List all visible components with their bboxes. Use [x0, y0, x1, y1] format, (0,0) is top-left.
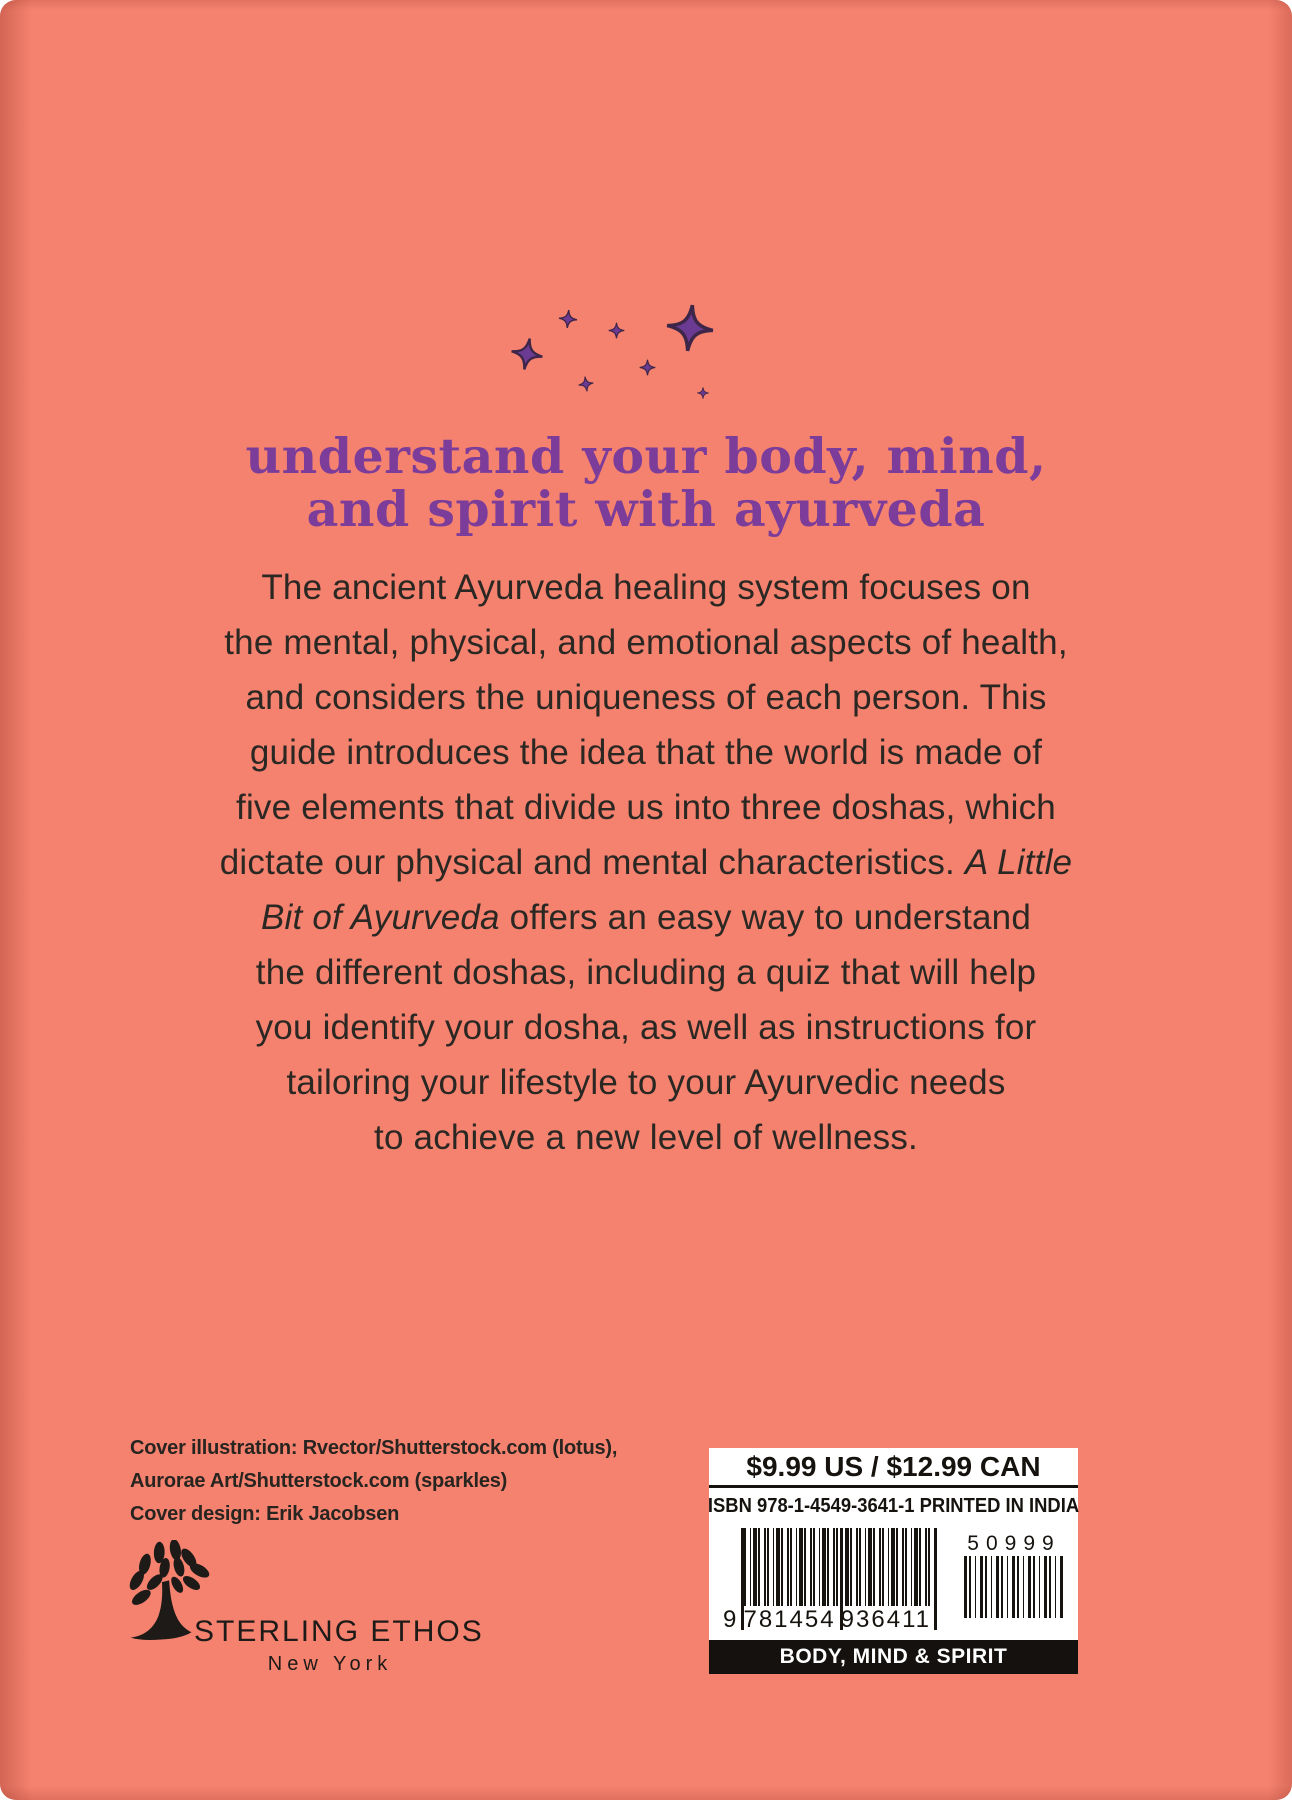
ean-barcode — [723, 1528, 939, 1634]
body-line: five elements that divide us into three doshas, which — [236, 788, 1056, 827]
body-line: and considers the uniqueness of each person. This — [245, 678, 1047, 717]
credits-block — [130, 1432, 617, 1531]
barcode-panel — [709, 1448, 1078, 1674]
sparkle-4point-icon — [576, 374, 596, 394]
barcode-bars-icon — [741, 1528, 937, 1606]
sparkle-4point-icon — [638, 358, 657, 377]
sparkle-4point-icon — [607, 321, 626, 340]
ean-group1: 781454 — [743, 1606, 836, 1633]
supplement-bars-icon — [964, 1556, 1064, 1618]
tagline-line1: understand your body, mind, — [245, 427, 1047, 485]
body-line: Bit of Ayurveda offers an easy way to understand — [260, 898, 1032, 937]
cover-edge-shading — [0, 0, 1292, 10]
category-strip: BODY, MIND & SPIRIT — [709, 1640, 1078, 1674]
supplemental-barcode — [964, 1532, 1064, 1618]
body-line: dictate our physical and mental characteristics. A Little — [219, 843, 1073, 882]
publisher-name: STERLING ETHOS — [194, 1615, 484, 1648]
tagline-line2: and spirit with ayurveda — [306, 480, 986, 538]
barcode-zone — [709, 1524, 1078, 1640]
cover-edge-shading — [0, 1786, 1292, 1800]
price-label: $9.99 US / $12.99 CAN — [709, 1448, 1078, 1488]
publisher-city: New York — [267, 1653, 393, 1675]
ean-digits — [723, 1606, 931, 1634]
sparkle-4point-icon — [556, 307, 580, 331]
tagline-heading — [0, 427, 1292, 538]
credit-line-design: Cover design: Erik Jacobsen — [130, 1503, 400, 1525]
credit-line-illustration: Cover illustration: Rvector/Shutterstock.com (lotus), — [130, 1437, 618, 1459]
body-line: tailoring your lifestyle to your Ayurvedic needs — [286, 1063, 1006, 1102]
cover-edge-shading — [0, 0, 32, 1800]
body-line: The ancient Ayurveda healing system focuses on — [261, 568, 1031, 607]
body-line: guide introduces the idea that the world is made of — [249, 733, 1043, 772]
sparkle-4point-icon — [659, 297, 721, 359]
body-text — [56, 560, 1236, 1165]
guard-bar-icon — [934, 1528, 937, 1630]
ean-group2: 936411 — [840, 1606, 931, 1633]
body-line: the different doshas, including a quiz that will help — [255, 953, 1037, 992]
sparkle-4point-icon — [505, 332, 549, 376]
supplement-digits: 50999 — [967, 1532, 1061, 1555]
body-line: to achieve a new level of wellness. — [374, 1118, 918, 1157]
cover-edge-shading — [1268, 0, 1292, 1800]
credit-line-sparkles: Aurorae Art/Shutterstock.com (sparkles) — [130, 1470, 508, 1492]
ean-prefix: 9 — [723, 1606, 739, 1633]
sparkle-4point-icon — [696, 386, 710, 400]
isbn-label: ISBN 978-1-4549-3641-1 PRINTED IN INDIA — [707, 1494, 1080, 1517]
body-line: you identify your dosha, as well as instructions for — [255, 1008, 1037, 1047]
body-line: the mental, physical, and emotional aspects of health, — [224, 623, 1068, 662]
